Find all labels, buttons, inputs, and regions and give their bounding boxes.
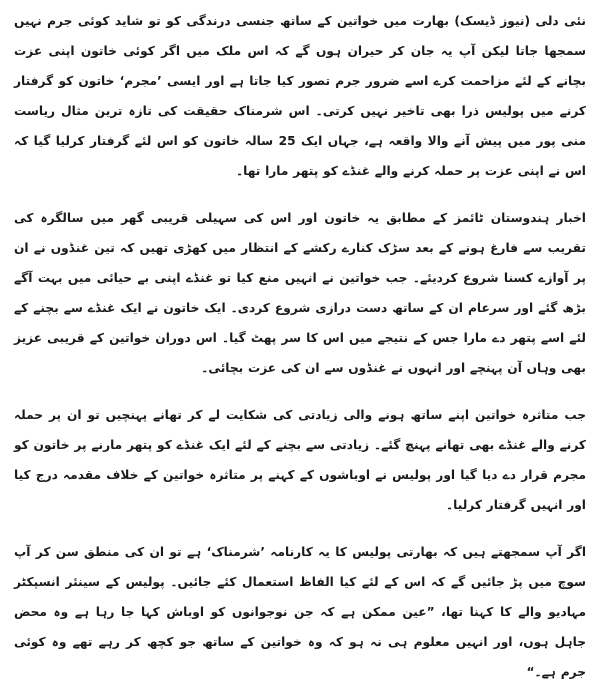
- article-paragraph-2: اخبار ہندوستان ٹائمز کے مطابق یہ خاتون اور اس کی سہیلی قریبی گھر میں سالگرہ کی تقریب سے فارغ ہونے کے بعد سڑک کنارے رکشے کے انتظار میں کھڑی تھیں کہ تین غنڈوں نے ان پر آوازے کسنا شروع کردیئے۔ جب خواتین نے انہیں منع کیا تو غنڈے اپنی بے حیائی میں بہت آگے بڑھ گئے اور سرعام ان کے ساتھ دست درازی شروع کردی۔ ایک خاتون نے ایک غنڈے سے بچنے کے لئے اسے پتھر دے مارا جس کے نتیجے میں اس کا سر پھٹ گیا۔ اس دوران خواتین کے قریبی عزیز بھی وہاں آن پہنچے اور انہوں نے غنڈوں سے ان کی عزت بچائی۔: [14, 211, 586, 375]
- article-paragraph-1: نئی دلی (نیوز ڈیسک) بھارت میں خواتین کے ساتھ جنسی درندگی کو تو شاید کوئی جرم نہیں سمجھا جاتا لیکن آپ یہ جان کر حیران ہوں گے کہ اس ملک میں اگر کوئی خاتون اپنی عزت بچانے کے لئے مزاحمت کرے اسے ضرور جرم تصور کیا جاتا ہے اور ایسی ’مجرم‘ خاتون کو گرفتار کرنے میں پولیس ذرا بھی تاخیر نہیں کرتی۔ اس شرمناک حقیقت کی تازہ ترین مثال ریاست منی پور میں پیش آنے والا واقعہ ہے، جہاں ایک 25 سالہ خاتون کو اس لئے گرفتار کرلیا گیا کہ اس نے اپنی عزت پر حملہ کرنے والے غنڈے کو پتھر مارا تھا۔: [14, 14, 586, 178]
- article-paragraph-3: جب متاثرہ خواتین اپنے ساتھ ہونے والی زیادتی کی شکایت لے کر تھانے پہنچیں تو ان پر حملہ کرنے والے غنڈے بھی تھانے پہنچ گئے۔ زیادتی سے بچنے کے لئے ایک غنڈے کو پتھر مارنے پر خاتون کو مجرم قرار دے دیا گیا اور پولیس نے اوباشوں کے کہنے پر متاثرہ خواتین کے خلاف مقدمہ درج کیا اور انہیں گرفتار کرلیا۔: [14, 408, 586, 512]
- article-paragraph-4: اگر آپ سمجھتے ہیں کہ بھارتی پولیس کا یہ کارنامہ ’شرمناک‘ ہے تو ان کی منطق سن کر آپ سوچ میں پڑ جائیں گے کہ اس کے لئے کیا الفاظ استعمال کئے جائیں۔ پولیس کے سینئر انسپکٹر مہادیو والے کا کہنا تھا، ”عین ممکن ہے کہ جن نوجوانوں کو اوباش کہا جا رہا ہے وہ محض جاہل ہوں، اور انہیں معلوم ہی نہ ہو کہ وہ خواتین کے ساتھ جو کچھ کر رہے تھے وہ کوئی جرم ہے۔“: [14, 545, 586, 679]
